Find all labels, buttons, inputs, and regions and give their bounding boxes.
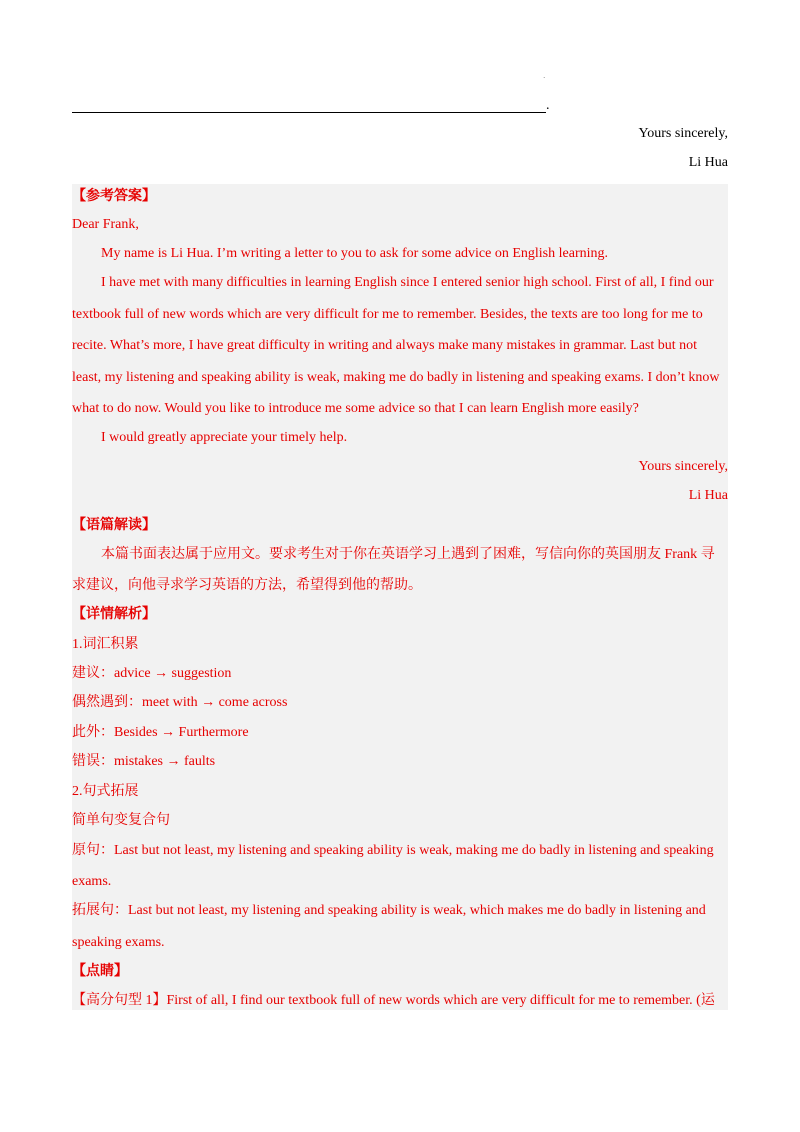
- reading-line: 本篇书面表达属于应用文。要求考生对于你在英语学习上遇到了困难，写信向你的英国朋友 Frank 寻: [101, 547, 715, 562]
- stray-dot: ·: [543, 74, 546, 82]
- answer-line: My name is Li Hua. I’m writing a letter to you to ask for some advice on English learning.: [101, 246, 608, 261]
- original-sentence-cont: exams.: [72, 874, 112, 889]
- reading-heading: 【语篇解读】: [72, 518, 156, 533]
- answer-blank-line: [72, 112, 546, 113]
- answer-line: least, my listening and speaking ability is weak, making me do badly in listening and speaking exams. I don’t know: [72, 370, 720, 385]
- blank-line-period: .: [546, 98, 550, 113]
- extended-sentence: 拓展句：Last but not least, my listening and speaking ability is weak, which makes me do badly in listening and: [72, 903, 706, 918]
- answer-line: recite. What’s more, I have great difficulty in writing and always make many mistakes in grammar. Last but not: [72, 338, 698, 353]
- sentence-subtitle: 简单句变复合句: [72, 813, 170, 828]
- vocab-item: 建议：advice → suggestion: [72, 666, 232, 681]
- vocab-item: 此外：Besides → Furthermore: [72, 725, 249, 740]
- letter-signature: Li Hua: [688, 155, 728, 170]
- sentence-title: 2.句式拓展: [72, 784, 139, 799]
- vocab-title: 1.词汇积累: [72, 637, 139, 652]
- answer-closing: Yours sincerely,: [638, 459, 728, 474]
- highlight-heading: 【点睛】: [72, 964, 128, 979]
- answer-greeting: Dear Frank,: [72, 217, 139, 232]
- reading-line: 求建议，向他寻求学习英语的方法，希望得到他的帮助。: [72, 578, 422, 593]
- answer-signature: Li Hua: [688, 488, 728, 503]
- analysis-heading: 【详情解析】: [72, 607, 156, 622]
- vocab-item: 错误：mistakes → faults: [72, 754, 216, 769]
- answer-heading: 【参考答案】: [72, 189, 156, 204]
- answer-line: I have met with many difficulties in learning English since I entered senior high school. First of all, I find our: [101, 275, 714, 290]
- answer-line: textbook full of new words which are very difficult for me to remember. Besides, the texts are too long for me to: [72, 307, 703, 322]
- answer-line: I would greatly appreciate your timely help.: [101, 430, 348, 445]
- answer-line: what to do now. Would you like to introduce me some advice so that I can learn English more easily?: [72, 401, 639, 416]
- extended-sentence-cont: speaking exams.: [72, 935, 165, 950]
- original-sentence: 原句：Last but not least, my listening and speaking ability is weak, making me do badly in listening and speaking: [72, 843, 714, 858]
- highlight-line: 【高分句型 1】First of all, I find our textbook full of new words which are very difficult for me to remember. (运: [72, 993, 715, 1008]
- vocab-item: 偶然遇到：meet with → come across: [72, 695, 288, 710]
- letter-closing: Yours sincerely,: [638, 126, 728, 141]
